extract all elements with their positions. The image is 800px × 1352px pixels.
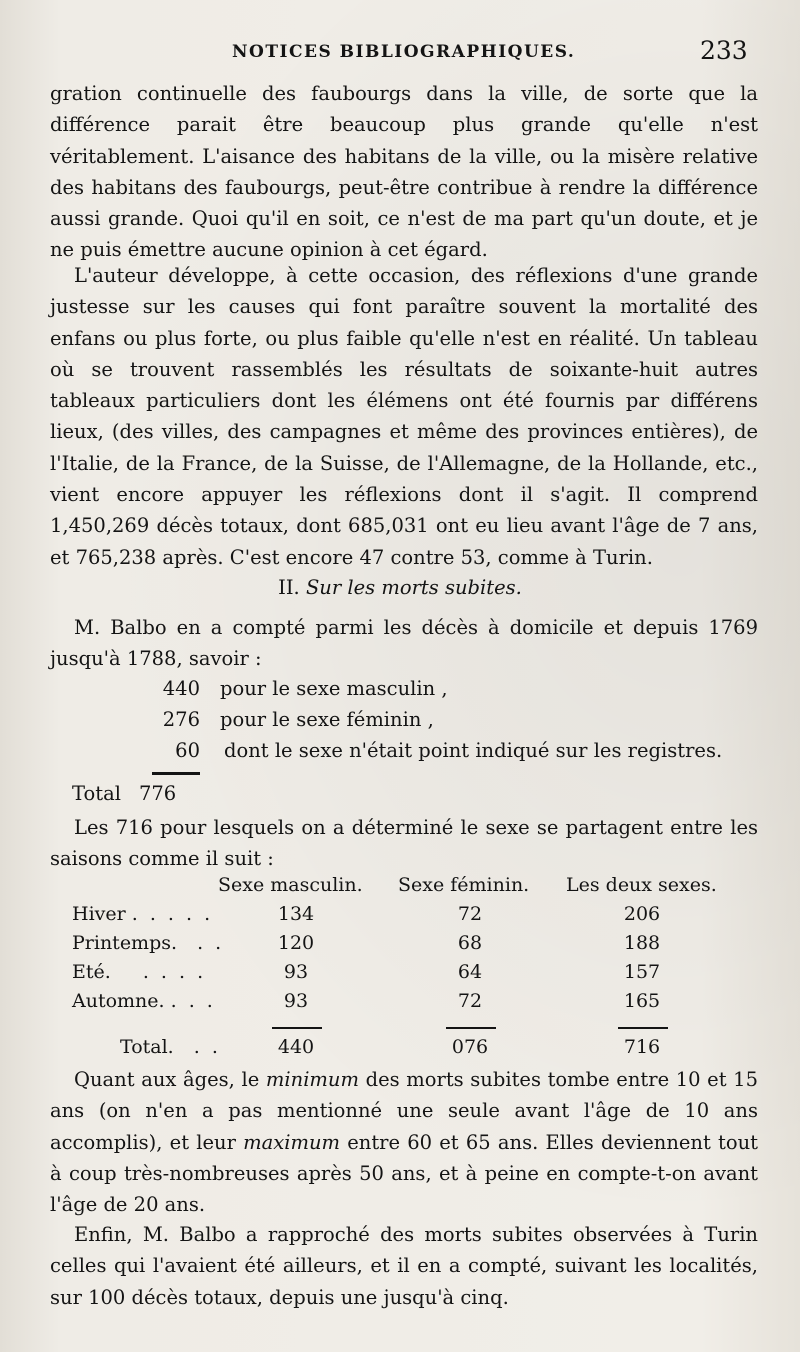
- column-rule: [618, 1027, 668, 1029]
- male-count: 93: [283, 961, 309, 983]
- paragraph-5: Quant aux âges, le minimum des morts subites tombe entre 10 et 15 ans (on n'en a pas mentionné une seule avant l'âge de 10 ans accomplis), et leur maximum entre 60 et 65 ans. Elles deviennent tout à coup très-nombreuses après 50 ans, et à peine en compte-t-on avant l'âge de 20 ans.: [50, 1068, 758, 1217]
- both-count: 206: [623, 903, 661, 925]
- male-count: 134: [277, 903, 315, 925]
- total-label: Total: [72, 782, 121, 805]
- total-line: [72, 782, 176, 805]
- female-total: 076: [451, 1036, 489, 1058]
- table-row: [0, 903, 800, 933]
- list-count: 440: [162, 677, 200, 700]
- total-rule: [152, 772, 200, 775]
- list-count: 60: [175, 739, 200, 762]
- page-number: 233: [700, 36, 748, 65]
- season-label: Eté. . . . .: [72, 961, 207, 983]
- section-title: Sur les morts subites.: [305, 576, 522, 599]
- paragraph-4: Les 716 pour lesquels on a déterminé le sexe se partagent entre les saisons comme il suit :: [50, 816, 758, 871]
- header-female: Sexe féminin.: [398, 874, 530, 896]
- both-total: 716: [623, 1036, 661, 1058]
- totals-label: Total. . .: [120, 1036, 221, 1058]
- column-rule: [446, 1027, 496, 1029]
- paragraph-2: L'auteur développe, à cette occasion, des réflexions d'une grande justesse sur les causes qui font paraître souvent la mortalité des enfans ou plus forte, ou plus faible qu'elle n'est en réalité. Un tableau où se trouvent rassemblés les résultats de soixante-huit autres tableaux particuliers dont les élémens ont été fournis par différens lieux, (des villes, des campagnes et même des provinces entières), de l'Italie, de la France, de la Suisse, de l'Allemagne, de la Hollande, etc., vient encore appuyer les réflexions dont il s'agit. Il comprend 1,450,269 décès totaux, dont 685,031 ont eu lieu avant l'âge de 7 ans, et 765,238 après. C'est encore 47 contre 53, comme à Turin.: [50, 264, 758, 569]
- table-row: [0, 961, 800, 991]
- page-header: [0, 36, 800, 72]
- both-count: 165: [623, 990, 661, 1012]
- list-text: pour le sexe féminin ,: [220, 708, 434, 731]
- total-value: 776: [138, 782, 177, 805]
- both-count: 188: [623, 932, 661, 954]
- totals-row: [0, 1036, 800, 1066]
- section-number: II.: [278, 576, 300, 599]
- paragraph-3: M. Balbo en a compté parmi les décès à domicile et depuis 1769 jusqu'à 1788, savoir :: [50, 616, 758, 671]
- season-label: Printemps. . .: [72, 932, 225, 954]
- female-count: 64: [457, 961, 483, 983]
- male-count: 120: [277, 932, 315, 954]
- season-label: Hiver . . . . .: [72, 903, 214, 925]
- female-count: 72: [457, 990, 483, 1012]
- section-heading: [0, 576, 800, 599]
- maximum-term: maximum: [243, 1130, 341, 1154]
- male-total: 440: [277, 1036, 315, 1058]
- season-label: Automne. . . .: [72, 990, 216, 1012]
- paragraph-6: Enfin, M. Balbo a rapproché des morts subites observées à Turin celles qui l'avaient été ailleurs, et il en a compté, suivant les localités, sur 100 décès totaux, depuis une jusqu'à cinq.: [50, 1223, 758, 1309]
- both-count: 157: [623, 961, 661, 983]
- minimum-term: minimum: [265, 1068, 359, 1091]
- header-male: Sexe masculin.: [218, 874, 363, 896]
- header-both: Les deux sexes.: [566, 874, 717, 896]
- male-count: 93: [283, 990, 309, 1012]
- list-count: 276: [162, 708, 200, 731]
- table-row: [0, 990, 800, 1020]
- column-rule: [272, 1027, 322, 1029]
- paragraph-1: gration continuelle des faubourgs dans la ville, de sorte que la différence parait être beaucoup plus grande qu'elle n'est véritablement. L'aisance des habitans de la ville, ou la misère relative des habitans des faubourgs, peut-être contribue à rendre la différence aussi grande. Quoi qu'il en soit, ce n'est de ma part qu'un doute, et je ne puis émettre aucune opinion à cet égard.: [50, 82, 758, 262]
- female-count: 72: [457, 903, 483, 925]
- list-text: dont le sexe n'était point indiqué sur les registres.: [224, 739, 723, 762]
- table-row: [0, 932, 800, 962]
- female-count: 68: [457, 932, 483, 954]
- list-text: pour le sexe masculin ,: [220, 677, 448, 700]
- running-head: NOTICES BIBLIOGRAPHIQUES.: [232, 42, 576, 62]
